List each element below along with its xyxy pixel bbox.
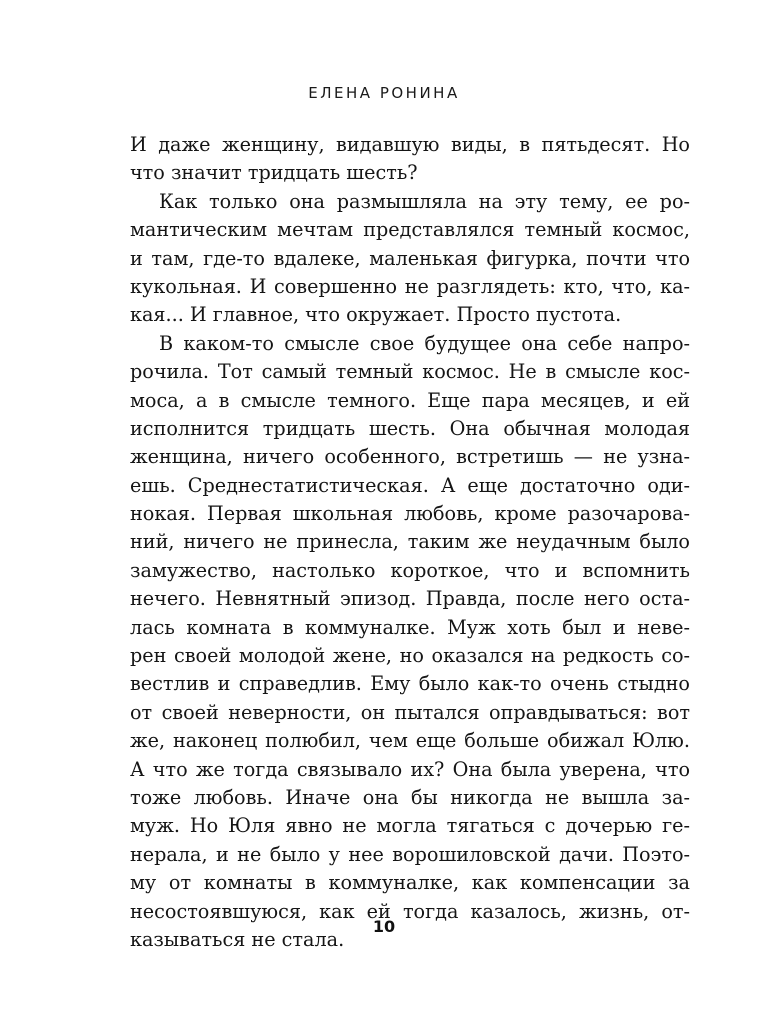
text-line: же, наконец полюбил, чем еще больше обижал Юлю.	[130, 729, 690, 753]
text-line: лась комната в коммуналке. Муж хоть был и неве-	[130, 615, 690, 639]
text-line: нокая. Первая школьная любовь, кроме разочарова-	[130, 502, 690, 526]
text-line: что значит тридцать шесть?	[130, 161, 418, 185]
text-line: и там, где-то вдалеке, маленькая фигурка, почти что	[130, 246, 690, 270]
text-line: от своей неверности, он пытался оправдываться: вот	[130, 700, 690, 724]
text-line: кукольная. И совершенно не разглядеть: кто, что, ка-	[130, 274, 690, 298]
text-line: моса, а в смысле темного. Еще пара месяцев, и ей	[130, 388, 690, 412]
text-line: нерала, и не было у нее ворошиловской дачи. Поэто-	[130, 842, 690, 866]
text-line: тоже любовь. Иначе она бы никогда не вышла за-	[130, 785, 690, 809]
text-line: ний, ничего не принесла, таким же неудачным было	[130, 530, 690, 554]
text-line: муж. Но Юля явно не могла тягаться с дочерью ге-	[130, 814, 690, 838]
text-line: му от комнаты в коммуналке, как компенсации за	[130, 871, 690, 895]
text-line: мантическим мечтам представлялся темный космос,	[130, 218, 690, 242]
body-text	[130, 131, 690, 954]
text-line: рен своей молодой жене, но оказался на редкость со-	[130, 644, 690, 668]
text-line: несостоявшуюся, как ей тогда казалось, жизнь, от-	[130, 899, 690, 923]
running-header-author: ЕЛЕНА РОНИНА	[308, 84, 460, 102]
text-line: Как только она размышляла на эту тему, ее ро-	[159, 189, 690, 213]
text-line: исполнится тридцать шесть. Она обычная молодая	[130, 416, 690, 440]
text-line: кая... И главное, что окружает. Просто пустота.	[130, 303, 622, 327]
text-line: В каком-то смысле свое будущее она себе напро-	[159, 331, 690, 355]
text-line: казываться не стала.	[130, 927, 345, 951]
page-number: 10	[372, 917, 396, 936]
text-line: женщина, ничего особенного, встретишь — не узна-	[130, 445, 690, 469]
text-line: рочила. Тот самый темный космос. Не в смысле кос-	[130, 360, 690, 384]
text-line: И даже женщину, видавшую виды, в пятьдесят. Но	[130, 133, 690, 156]
text-line: ешь. Среднестатистическая. А еще достаточно оди-	[130, 473, 690, 497]
text-line: вестлив и справедлив. Ему было как-то очень стыдно	[130, 672, 690, 696]
text-line: замужество, настолько короткое, что и вспомнить	[130, 558, 690, 582]
text-line: нечего. Невнятный эпизод. Правда, после него оста-	[130, 587, 690, 611]
text-line: А что же тогда связывало их? Она была уверена, что	[130, 757, 690, 781]
